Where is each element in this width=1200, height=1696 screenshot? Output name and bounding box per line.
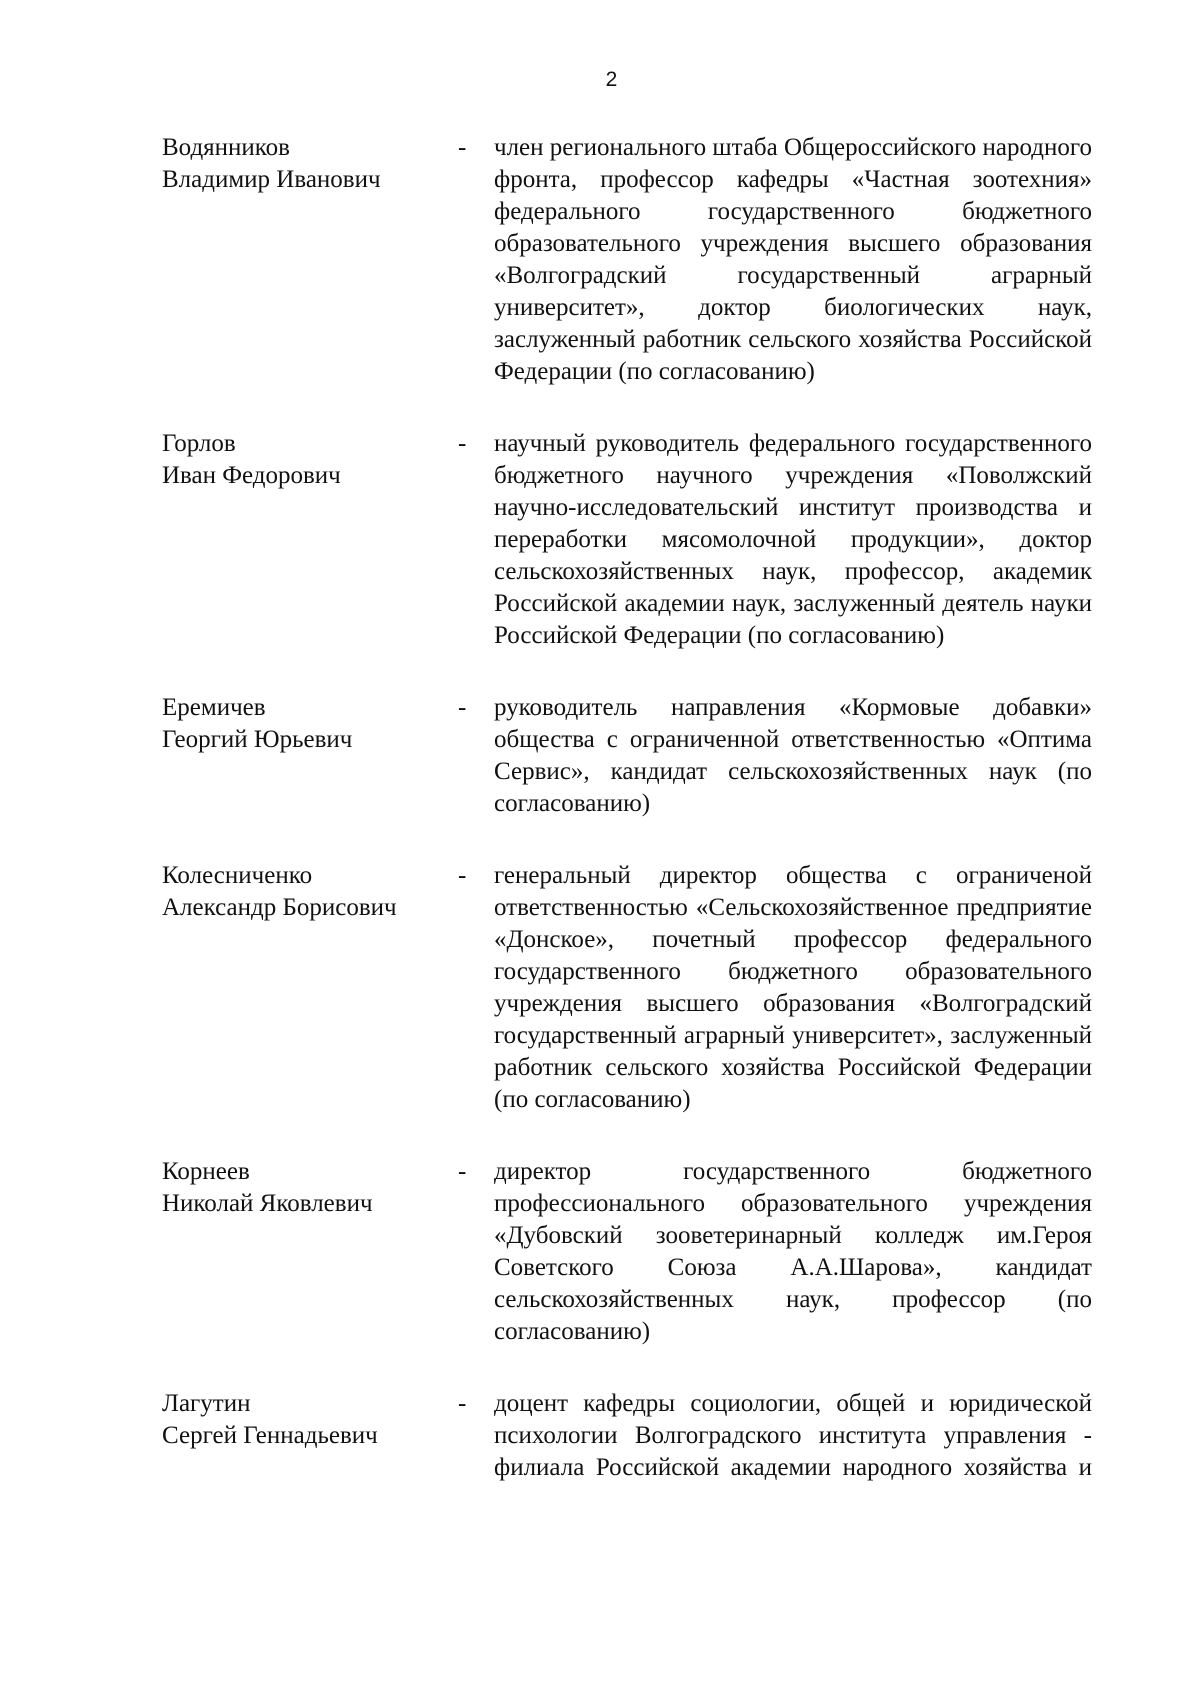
entry-dash: -: [458, 1390, 467, 1417]
entry-dash: -: [458, 1158, 467, 1185]
member-entry: [162, 692, 1092, 820]
entry-dash: -: [458, 694, 467, 721]
member-entry: [162, 428, 1092, 652]
entry-dash: -: [458, 430, 467, 457]
member-given-names: Владимир Иванович: [162, 166, 381, 193]
member-given-names: Иван Федорович: [162, 462, 341, 489]
member-name: [162, 1156, 458, 1220]
member-name: [162, 428, 458, 492]
member-list: [162, 132, 1092, 1524]
member-given-names: Александр Борисович: [162, 894, 397, 921]
member-surname: Корнеев: [162, 1158, 250, 1185]
member-name: [162, 1388, 458, 1452]
member-name: [162, 692, 458, 756]
member-surname: Колесниченко: [162, 862, 313, 889]
member-name: [162, 860, 458, 924]
member-description: руководитель направления «Кормовые добавки» общества с ограниченной ответственностью «Оптима Сервис», кандидат сельскохозяйственных наук (по согласованию): [494, 694, 1092, 817]
member-surname: Еремичев: [162, 694, 266, 721]
member-description: член регионального штаба Общероссийского народного фронта, профессор кафедры «Частная зоотехния» федерального государственного бюджетного образовательного учреждения высшего образования «Волгоградский государственный аграрный университет», доктор биологических наук, заслуженный работник сельского хозяйства Российской Федерации (по согласованию): [494, 134, 1093, 385]
member-surname: Лагутин: [162, 1390, 251, 1417]
member-description: директор государственного бюджетного профессионального образовательного учреждения «Дубовский зооветеринарный колледж им.Героя Советского Союза А.А.Шарова», кандидат сельскохозяйственных наук, профессор (по согласованию): [494, 1158, 1092, 1345]
entry-dash: -: [458, 862, 467, 889]
member-name: [162, 132, 458, 196]
member-description: научный руководитель федерального государственного бюджетного научного учреждения «Поволжский научно-исследовательский институт производства и переработки мясомолочной продукции», доктор сельскохозяйственных наук, профессор, академик Российской академии наук, заслуженный деятель науки Российской Федерации (по согласованию): [494, 430, 1092, 649]
member-surname: Водянников: [162, 134, 290, 161]
member-given-names: Сергей Геннадьевич: [162, 1422, 378, 1449]
member-entry: [162, 1388, 1092, 1484]
member-entry: [162, 860, 1092, 1116]
member-given-names: Георгий Юрьевич: [162, 726, 353, 753]
member-given-names: Николай Яковлевич: [162, 1190, 373, 1217]
entry-dash: -: [458, 134, 467, 161]
member-description: доцент кафедры социологии, общей и юридической психологии Волгоградского института управления - филиала Российской академии народного хозяйства и: [494, 1390, 1092, 1481]
page-number: 2: [605, 68, 618, 91]
member-description: генеральный директор общества с ограниченой ответственностью «Сельскохозяйственное предприятие «Донское», почетный профессор федерального государственного бюджетного образовательного учреждения высшего образования «Волгоградский государственный аграрный университет», заслуженный работник сельского хозяйства Российской Федерации (по согласованию): [494, 862, 1092, 1113]
member-surname: Горлов: [162, 430, 236, 457]
member-entry: [162, 132, 1092, 388]
member-entry: [162, 1156, 1092, 1348]
